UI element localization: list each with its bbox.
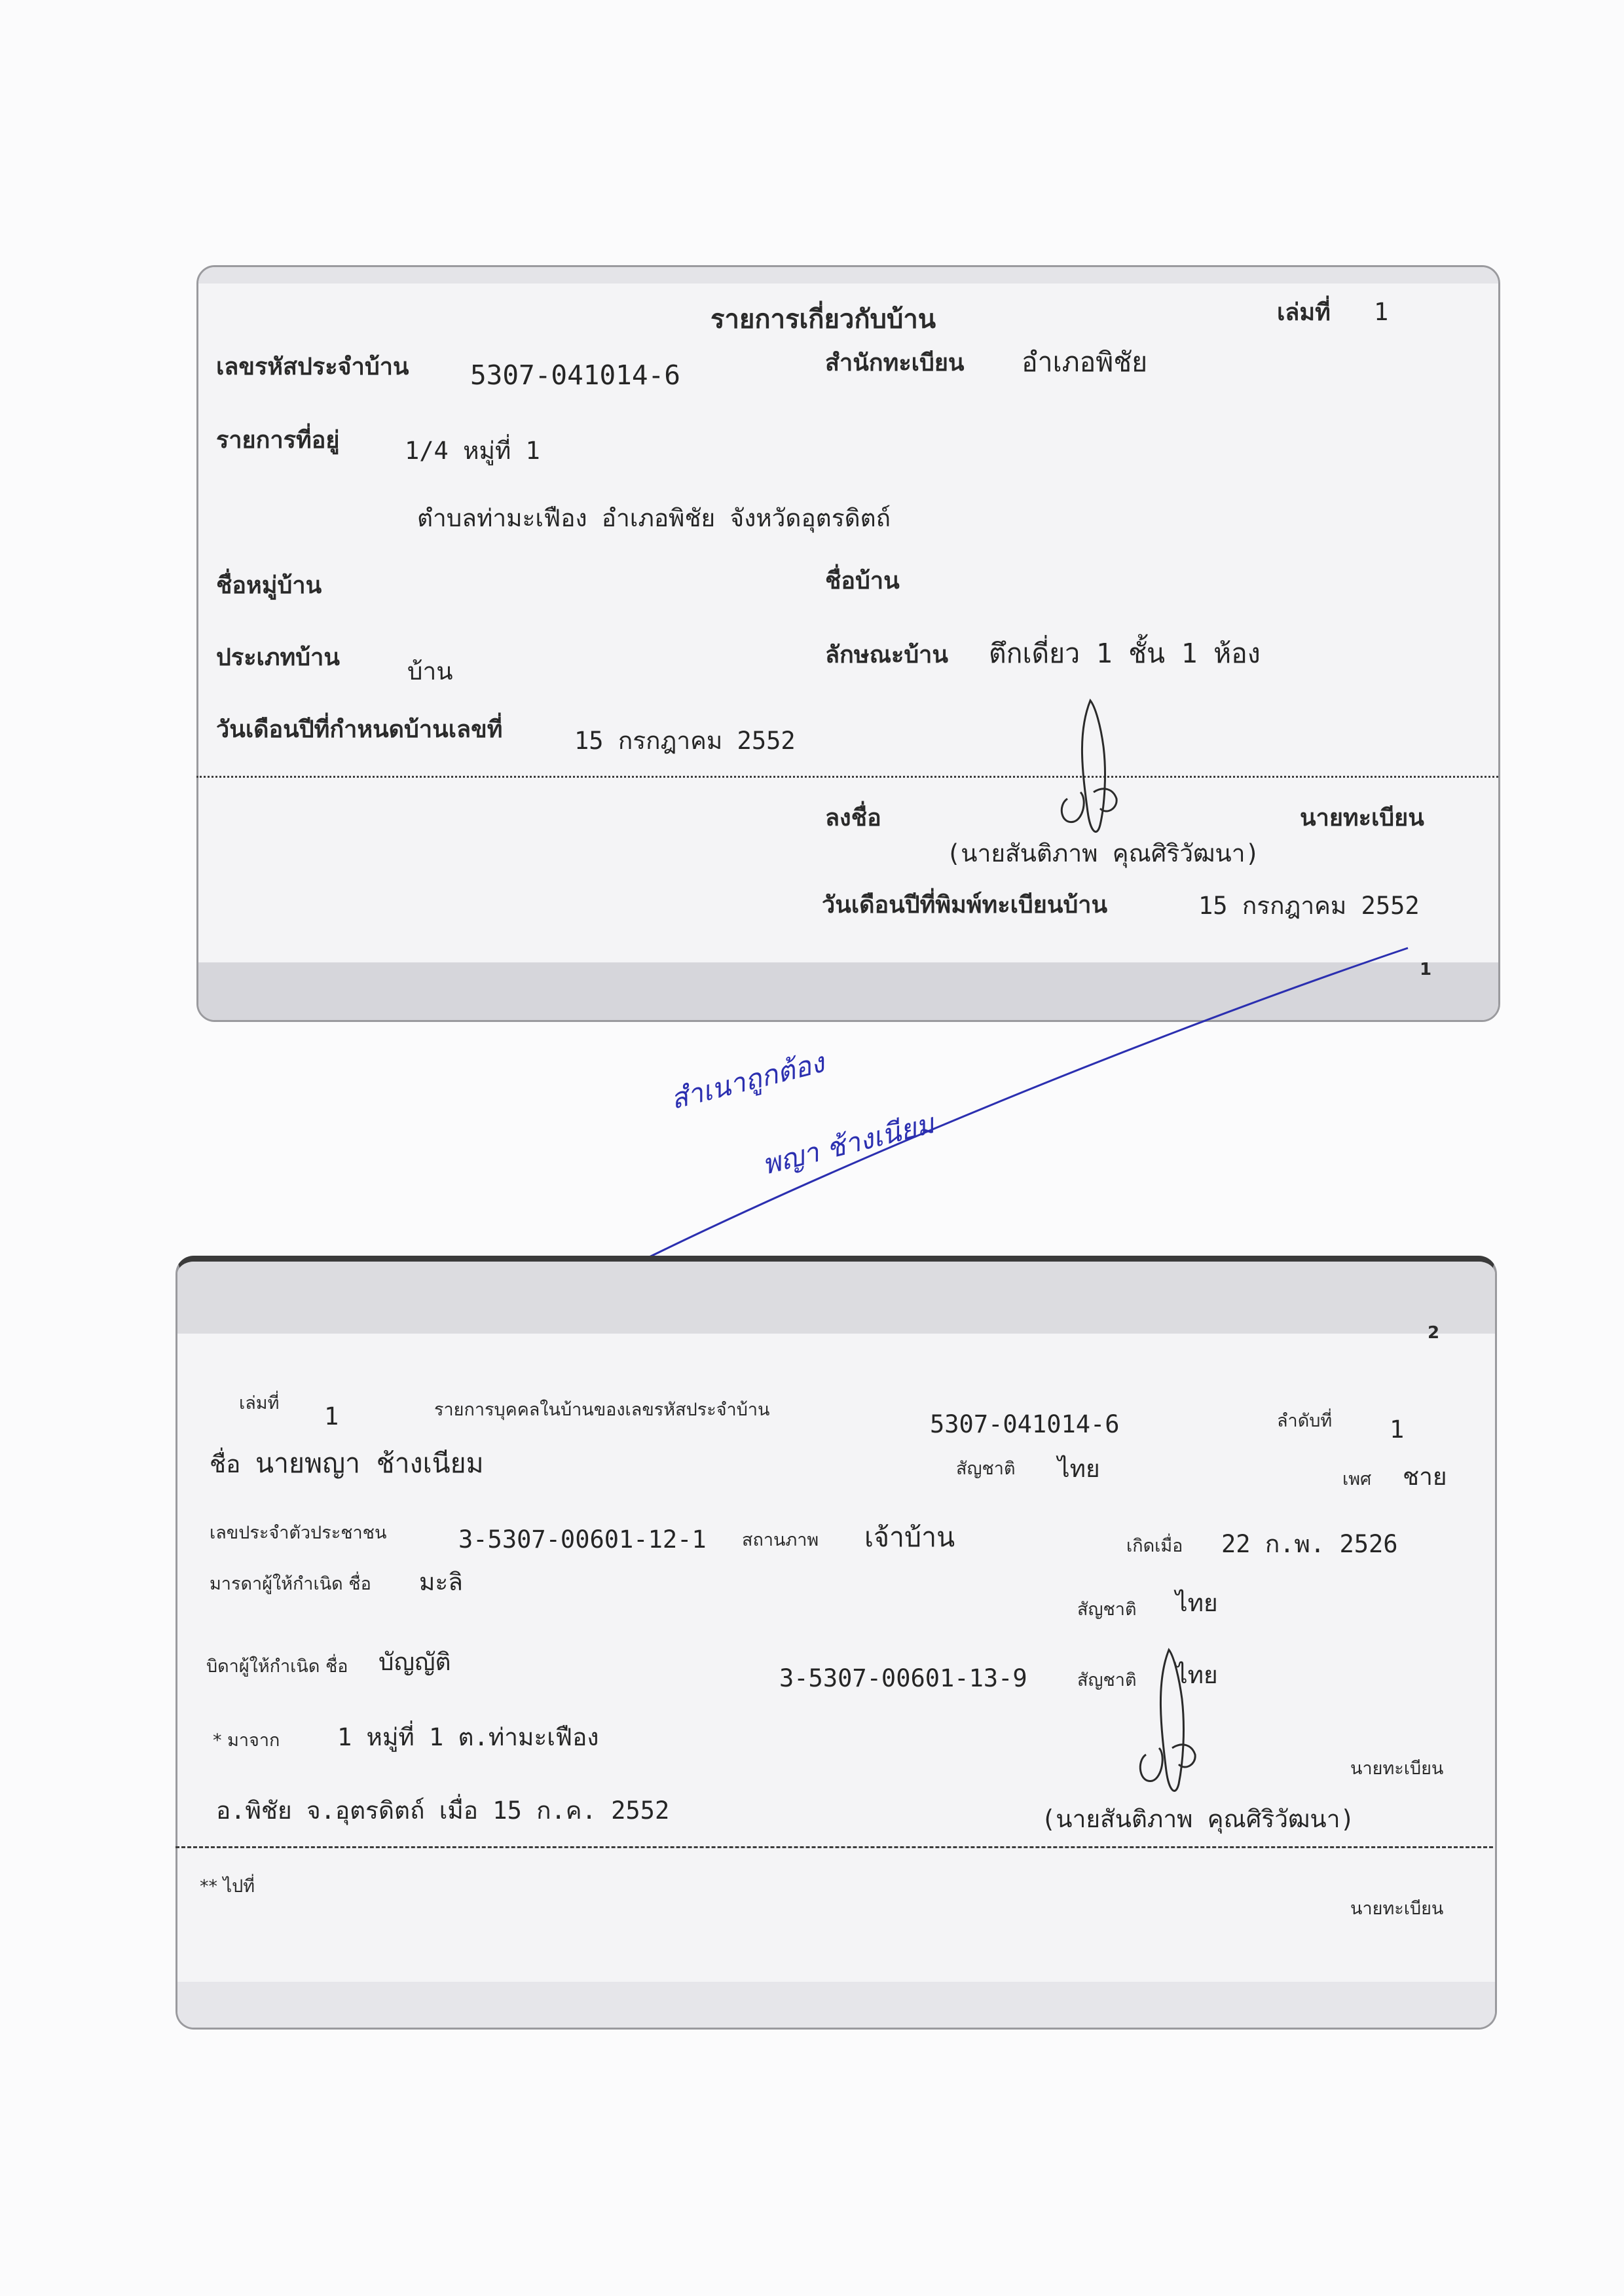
book-number-2: 1 — [324, 1402, 339, 1430]
dashed-divider — [175, 1846, 1493, 1848]
assigned-date-value: 15 กรกฎาคม 2552 — [574, 727, 796, 755]
house-code-label: เลขรหัสประจำบ้าน — [216, 354, 409, 380]
person-details-card — [175, 1256, 1497, 2030]
status-label: สถานภาพ — [742, 1530, 819, 1550]
moved-from-label: * มาจาก — [213, 1730, 280, 1751]
father-nationality-value: ไทย — [1175, 1661, 1218, 1689]
registrar-label-3: นายทะเบียน — [1350, 1899, 1444, 1919]
order-label: ลำดับที่ — [1277, 1411, 1333, 1431]
registrar-signature-2 — [1123, 1643, 1208, 1807]
house-type-label: ประเภทบ้าน — [216, 644, 340, 671]
registrar-label: นายทะเบียน — [1300, 805, 1424, 831]
mother-name: มะลิ — [419, 1568, 463, 1596]
book-label-2: เล่มที่ — [239, 1393, 280, 1413]
book-number: 1 — [1374, 298, 1389, 326]
address-label: รายการที่อยู่ — [216, 427, 340, 454]
address-line2: ตำบลท่ามะเฟือง อำเภอพิชัย จังหวัดอุตรดิตถ์ — [417, 504, 891, 532]
house-type-value: บ้าน — [407, 657, 453, 685]
father-label: บิดาผู้ให้กำเนิด ชื่อ — [206, 1656, 348, 1677]
sex-value: ชาย — [1403, 1463, 1447, 1491]
registrar-label-2: นายทะเบียน — [1350, 1758, 1444, 1779]
father-id: 3-5307-00601-13-9 — [779, 1664, 1027, 1692]
sign-label: ลงชื่อ — [825, 805, 881, 831]
page-number-1: 1 — [1420, 960, 1432, 979]
house-style-value: ตึกเดี่ยว 1 ชั้น 1 ห้อง — [989, 638, 1261, 669]
book-label: เล่มที่ — [1277, 299, 1331, 326]
moved-from-line1: 1 หมู่ที่ 1 ต.ท่ามะเฟือง — [337, 1723, 599, 1751]
house-code-2: 5307-041014-6 — [930, 1410, 1120, 1438]
card-footer-strip — [177, 1982, 1495, 2028]
moved-from-line2: อ.พิชัย จ.อุตรดิตถ์ เมื่อ 15 ก.ค. 2552 — [216, 1796, 670, 1825]
registry-office-value: อำเภอพิชัย — [1022, 346, 1148, 378]
mother-nationality-label: สัญชาติ — [1077, 1599, 1137, 1620]
moved-to-label: ** ไปที่ — [200, 1876, 255, 1897]
assigned-date-label: วันเดือนปีที่กำหนดบ้านเลขที่ — [216, 716, 503, 743]
handwritten-note-line2: พญา ช้างเนียม — [759, 1107, 938, 1181]
section-title: รายการบุคคลในบ้านของเลขรหัสประจำบ้าน — [434, 1400, 770, 1420]
person-name-label: ชื่อ — [210, 1450, 241, 1478]
registrar-name-2: (นายสันติภาพ คุณศิริวัฒนา) — [1041, 1805, 1355, 1833]
id-number-label: เลขประจำตัวประชาชน — [210, 1523, 387, 1543]
address-line1: 1/4 หมู่ที่ 1 — [405, 437, 540, 465]
father-nationality-label: สัญชาติ — [1077, 1670, 1137, 1690]
print-date-label: วันเดือนปีที่พิมพ์ทะเบียนบ้าน — [822, 892, 1108, 919]
mother-nationality-value: ไทย — [1175, 1589, 1218, 1617]
house-code-value: 5307-041014-6 — [470, 359, 680, 391]
nationality-value: ไทย — [1058, 1455, 1100, 1483]
house-details-title: รายการเกี่ยวกับบ้าน — [710, 304, 936, 335]
born-label: เกิดเมื่อ — [1126, 1536, 1183, 1556]
born-value: 22 ก.พ. 2526 — [1221, 1530, 1398, 1558]
handwritten-note-line1: สำเนาถูกต้อง — [667, 1046, 828, 1116]
sex-label: เพศ — [1342, 1469, 1372, 1489]
registry-office-label: สำนักทะเบียน — [825, 350, 965, 376]
page-number-2: 2 — [1428, 1323, 1440, 1343]
father-name: บัญญัติ — [378, 1648, 451, 1676]
person-name-value: นายพญา ช้างเนียม — [255, 1448, 484, 1479]
house-name-label: ชื่อบ้าน — [825, 568, 900, 594]
mother-label: มารดาผู้ให้กำเนิด ชื่อ — [210, 1574, 371, 1594]
status-value: เจ้าบ้าน — [864, 1522, 955, 1553]
order-number: 1 — [1390, 1415, 1405, 1444]
card-header-strip — [177, 1262, 1495, 1334]
nationality-label: สัญชาติ — [956, 1459, 1016, 1479]
registrar-name: (นายสันติภาพ คุณศิริวัฒนา) — [946, 839, 1260, 867]
id-number-value: 3-5307-00601-12-1 — [458, 1525, 707, 1554]
print-date-value: 15 กรกฎาคม 2552 — [1198, 892, 1420, 920]
house-style-label: ลักษณะบ้าน — [825, 642, 948, 668]
village-name-label: ชื่อหมู่บ้าน — [216, 572, 322, 599]
